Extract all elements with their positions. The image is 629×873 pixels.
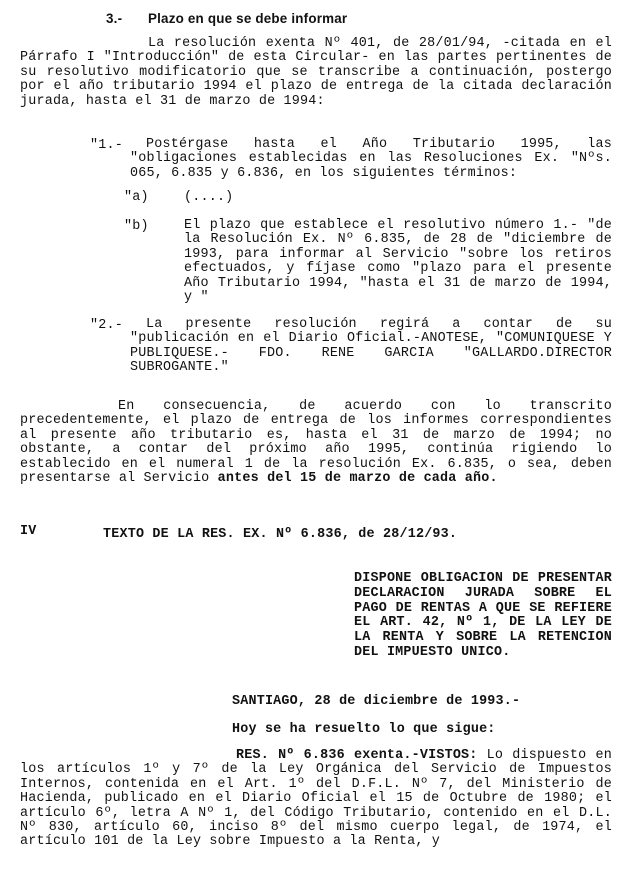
section-number: 3.- [106,11,123,26]
section-iv-number: IV [20,524,37,539]
item-a-text: (....) [184,190,234,205]
resolution-text: Lo dispuesto en los artículos 1º y 7º de la Ley Orgánica del Servicio de Impuestos Internos, contenida en el Art. 1º del D.F.L. Nº 7, del Ministerio de Hacienda, publicado en el Diario Oficial el 15 de Octubre de 1980; el artículo 6º, letra A Nº 1, del Código Tributario, contenido en el D.L. Nº 830, artículo 60, inciso 8º del mismo cuerpo legal, de 1974, el artículo 101 de la Ley sobre Impuesto a la Renta, y [20,748,612,850]
resolved-line: Hoy se ha resuelto lo que sigue: [232,722,496,737]
conclusion-text: En consecuencia, de acuerdo con lo transcrito precedentemente, el plazo de entrega de los informes correspondientes al presente año tributario es, hasta el 31 de marzo de 1994; no obstante, a contar del próximo año 1995, continúa rigiendo lo establecido en el numeral 1 de la resolución Ex. 6.835, o sea, deben presentarse al Servicio [20,399,612,487]
dispone-block: DISPONE OBLIGACION DE PRESENTAR DECLARACION JURADA SOBRE EL PAGO DE RENTAS A QUE SE REFIERE EL ART. 42, Nº 1, DE LA LEY DE LA RENTA Y SOBRE LA RETENCION DEL IMPUESTO UNICO. [354,571,612,660]
section-iv-title: TEXTO DE LA RES. EX. Nº 6.836, de 28/12/93. [103,527,458,542]
conclusion-paragraph [20,400,612,486]
place-date: SANTIAGO, 28 de diciembre de 1993.- [232,694,521,709]
resolution-heading: RES. Nº 6.836 exenta.-VISTOS: [236,748,478,763]
quote-1-text: Postérgase hasta el Año Tributario 1995, las "obligaciones establecidas en las Resoluciones Ex. "Nºs. 065, 6.835 y 6.836, en los siguientes términos: [130,137,612,181]
item-b-label: "b) [124,219,149,234]
conclusion-deadline: antes del 15 de marzo de cada año. [217,471,498,487]
item-a-label: "a) [124,190,149,205]
intro-paragraph: La resolución exenta Nº 401, de 28/01/94, -citada en el Párrafo I "Introducción" de esta Circular- en las partes pertinentes de su resolutivo modificatorio que se transcribe a continuación, postergo por el año tributario 1994 el plazo de entrega de la citada declaración jurada, hasta el 31 de marzo de 1994: [20,36,612,109]
section-title: Plazo en que se debe informar [148,11,348,26]
quote-2-text: La presente resolución regirá a contar de su "publicación en el Diario Oficial.-ANOTESE, "COMUNIQUESE Y PUBLIQUESE.- FDO. RENE GARCIA "GALLARDO.DIRECTOR SUBROGANTE." [130,317,612,376]
resolution-paragraph [20,749,612,850]
item-b-text: El plazo que establece el resolutivo número 1.- "de la Resolución Ex. Nº 6.835, de 28 de "diciembre de 1993, para informar al Servicio "sobre los retiros efectuados, y fíjase como "plazo para el presente Año Tributario 1994, "hasta el 31 de marzo de 1994, y " [184,218,612,306]
quote-1-number: "1.- [90,138,123,153]
quote-2-number: "2.- [90,318,123,333]
